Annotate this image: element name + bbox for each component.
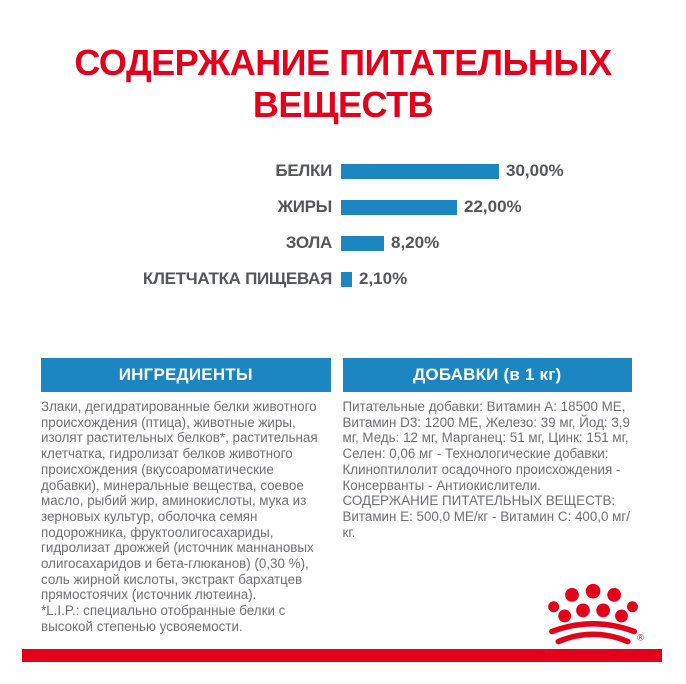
ingredients-header: ИНГРЕДИЕНТЫ [41,358,331,392]
ingredients-section [41,358,331,635]
crown-icon [538,582,650,648]
chart-bar [341,200,457,215]
page-title-line-1: СОДЕРЖАНИЕ ПИТАТЕЛЬНЫХ [74,42,612,83]
chart-category-label: БЕЛКИ [275,161,332,180]
page-title [0,42,686,126]
bottom-accent-bar [22,649,662,662]
additives-text: Питательные добавки: Витамин А: 18500 МЕ, Витамин D3: 1200 МЕ, Железо: 39 мг, Йод: 3,9 мг, Медь: 12 мг, Марганец: 51 мг, Цинк: 151 мг, Селен: 0,06 мг - Технологические добавки: Клиноптилолит осадочного происхождения - Консерванты - Антиокислители. СОДЕРЖАНИЕ ПИТАТЕЛЬНЫХ ВЕЩЕСТВ: Витамин Е: 500,0 МЕ/кг - Витамин С: 400,0 мг/кг. [342,399,630,540]
lip-footnote-text: *L.I.P.: специально отобранные белки с высокой степенью усвояемости. [41,603,286,634]
chart-category-label: КЛЕТЧАТКА ПИЩЕВАЯ [142,269,332,288]
chart-value-label: 8,20% [391,233,440,252]
chart-row [132,235,564,251]
chart-category-label: ЗОЛА [285,233,332,252]
additives-header: ДОБАВКИ (в 1 кг) [343,358,633,392]
chart-bar [341,164,499,179]
registered-mark: ® [637,632,644,643]
chart-row [132,199,564,215]
ingredients-text: Злаки, дегидратированные белки животного происхождения (птица), животные жиры, изолят растительных белков*, растительная клетчатка, гидролизат белков животного происхождения (вкусоароматические добавки), минеральные вещества, соевое масло, рыбий жир, аминокислоты, мука из зерновых культур, оболочка семян подорожника, фруктоолигосахариды, гидролизат дрожжей (источник маннановых олигосахаридов и бета-глюканов) (0,30 %), соль жирной кислоты, экстракт бархатцев прямостоячих (источник лютеина). [41,399,318,603]
chart-category-label: ЖИРЫ [277,197,332,216]
chart-bar [341,236,384,251]
royal-canin-crown-logo [538,582,650,648]
chart-value-label: 30,00% [506,161,564,180]
page-title-line-2: ВЕЩЕСТВ [252,84,434,125]
chart-value-label: 22,00% [464,197,522,216]
chart-row [132,271,564,287]
chart-value-label: 2,10% [359,269,408,288]
nutrient-bar-chart [132,163,564,307]
chart-bar [341,272,352,287]
chart-row [132,163,564,179]
